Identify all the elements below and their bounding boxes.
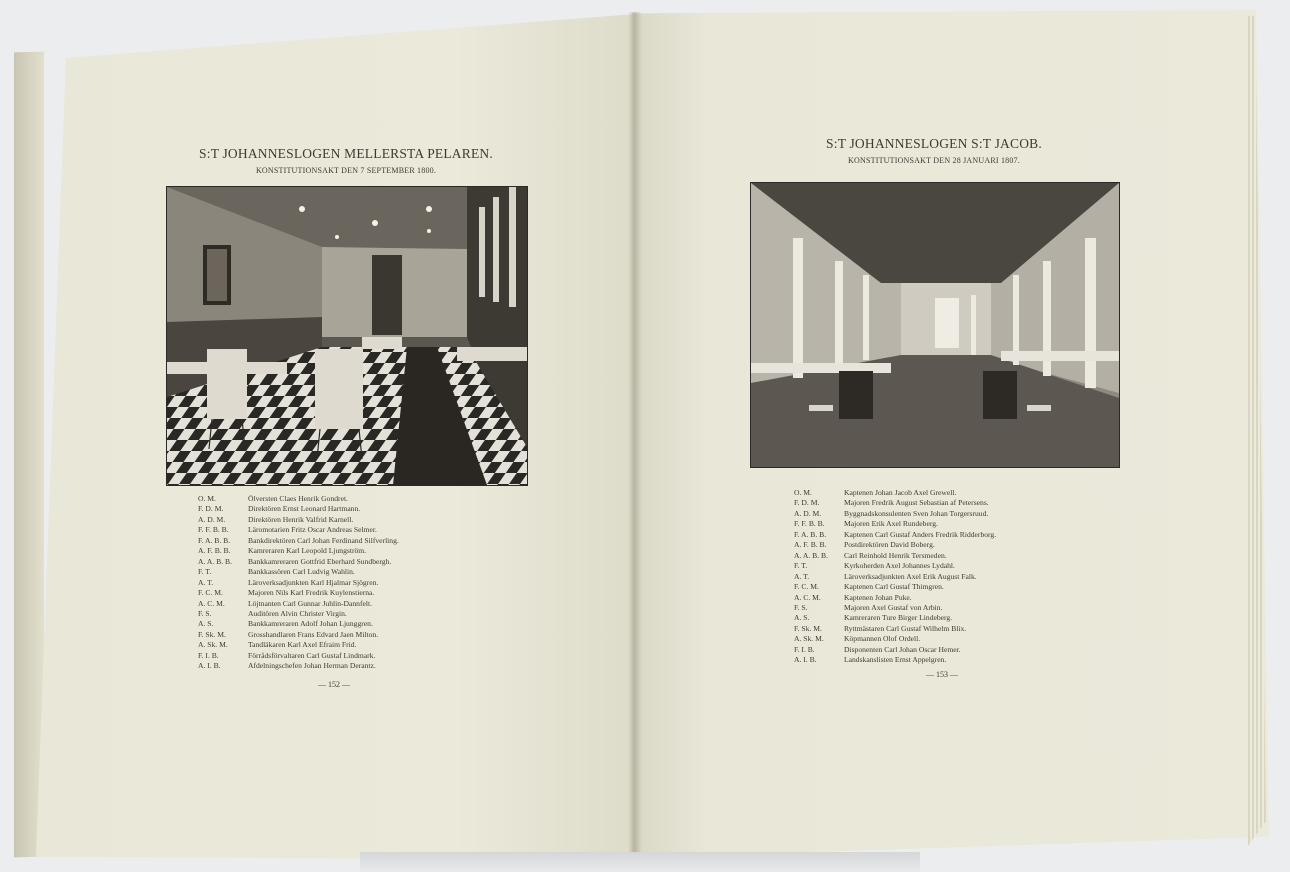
roster-office: F. C. M. bbox=[198, 588, 223, 598]
roster-member: Landskanslisten Ernst Appelgren. bbox=[844, 655, 947, 665]
roster-row bbox=[794, 593, 996, 603]
roster-member: Majoren Fredrik August Sebastian af Petersens. bbox=[844, 498, 989, 508]
roster-office: O. M. bbox=[794, 488, 812, 497]
roster-office: F. S. bbox=[198, 608, 212, 618]
roster-member: Kaptenen Carl Gustaf Thimgren. bbox=[844, 582, 944, 592]
roster-row bbox=[794, 645, 996, 655]
right-page-heading bbox=[774, 136, 1094, 165]
roster-office: F. A. B. B. bbox=[198, 535, 231, 545]
roster-office: F. D. M. bbox=[794, 498, 820, 508]
roster-member: Disponenten Carl Johan Oscar Hemer. bbox=[844, 644, 961, 654]
roster-office: F. T. bbox=[198, 567, 212, 577]
roster-office: A. Sk. M. bbox=[794, 634, 824, 644]
roster-row bbox=[794, 655, 996, 665]
roster-row bbox=[794, 498, 996, 508]
roster-member: Ölversten Claes Henrik Gondret. bbox=[248, 494, 348, 503]
roster-office: O. M. bbox=[198, 494, 216, 503]
roster-office: A. I. B. bbox=[198, 661, 221, 671]
left-page-heading bbox=[186, 146, 506, 175]
roster-office: A. C. M. bbox=[794, 592, 821, 602]
roster-office: A. A. B. B. bbox=[198, 556, 232, 566]
roster-row bbox=[794, 624, 996, 634]
roster-row bbox=[794, 519, 996, 529]
roster-member: Löjtnanten Carl Gunnar Juhlin-Dannfelt. bbox=[248, 598, 372, 608]
roster-office: F. I. B. bbox=[794, 644, 815, 654]
roster-office: F. Sk. M. bbox=[198, 629, 226, 639]
roster-row bbox=[198, 588, 399, 598]
roster-member: Bankdirektören Carl Johan Ferdinand Silfverling. bbox=[248, 535, 399, 545]
roster-member: Carl Reinhold Henrik Tersmeden. bbox=[844, 550, 947, 560]
roster-row bbox=[198, 515, 399, 525]
roster-office: F. A. B. B. bbox=[794, 529, 827, 539]
roster-row bbox=[794, 603, 996, 613]
roster-member: Majoren Axel Gustaf von Arbin. bbox=[844, 602, 943, 612]
roster-row bbox=[198, 494, 399, 504]
roster-member: Läroverksadjunkten Karl Hjalmar Sjögren. bbox=[248, 577, 379, 587]
roster-member: Postdirektören David Boberg. bbox=[844, 540, 935, 550]
roster-member: Byggnadskonsulenten Sven Johan Torgersruud. bbox=[844, 508, 989, 518]
roster-row bbox=[198, 557, 399, 567]
roster-row bbox=[794, 561, 996, 571]
roster-office: F. C. M. bbox=[794, 582, 819, 592]
left-officer-roster bbox=[198, 494, 399, 672]
left-page-number: — 152 — bbox=[318, 680, 350, 689]
roster-member: Kaptenen Johan Jacob Axel Grewell. bbox=[844, 488, 957, 497]
roster-row bbox=[794, 530, 996, 540]
roster-office: F. T. bbox=[794, 561, 808, 571]
roster-office: A. A. B. B. bbox=[794, 550, 828, 560]
left-page-subtitle: KONSTITUTIONSAKT DEN 7 SEPTEMBER 1800. bbox=[255, 166, 437, 175]
roster-row bbox=[794, 582, 996, 592]
roster-office: A. S. bbox=[198, 619, 214, 629]
roster-member: Kamreraren Ture Birger Lindeberg. bbox=[844, 613, 953, 623]
roster-office: F. I. B. bbox=[198, 650, 219, 660]
roster-office: F. Sk. M. bbox=[794, 623, 822, 633]
roster-office: A. D. M. bbox=[198, 514, 226, 524]
roster-member: Afdelningschefen Johan Herman Derantz. bbox=[248, 661, 376, 671]
roster-member: Bankkamreraren Adolf Johan Ljunggren. bbox=[248, 619, 373, 629]
roster-row bbox=[794, 572, 996, 582]
roster-row bbox=[198, 609, 399, 619]
roster-member: Kamreraren Karl Leopold Ljungström. bbox=[248, 546, 367, 556]
roster-row bbox=[198, 599, 399, 609]
roster-office: F. F. B. B. bbox=[198, 525, 229, 535]
roster-row bbox=[198, 578, 399, 588]
roster-row bbox=[794, 540, 996, 550]
right-page-subtitle: KONSTITUTIONSAKT DEN 28 JANUARI 1807. bbox=[848, 156, 1020, 165]
roster-row bbox=[794, 551, 996, 561]
roster-member: Majoren Erik Axel Rundeberg. bbox=[844, 519, 938, 529]
roster-member: Direktören Henrik Valfrid Karnell. bbox=[248, 514, 354, 524]
roster-member: Kaptenen Johan Puke. bbox=[844, 592, 912, 602]
roster-office: A. I. B. bbox=[794, 655, 817, 665]
roster-row bbox=[198, 546, 399, 556]
roster-office: A. F. B. B. bbox=[198, 546, 231, 556]
roster-row bbox=[198, 536, 399, 546]
roster-member: Direktören Ernst Leonard Hartmann. bbox=[248, 504, 361, 514]
roster-member: Bankkamreraren Gottfrid Eberhard Sundbergh. bbox=[248, 556, 392, 566]
roster-member: Köpmannen Olof Ordell. bbox=[844, 634, 921, 644]
roster-member: Läroverksadjunkten Axel Erik August Falk. bbox=[844, 571, 977, 581]
roster-office: A. T. bbox=[198, 577, 214, 587]
right-lodge-hall-photo bbox=[750, 182, 1120, 468]
roster-office: F. D. M. bbox=[198, 504, 224, 514]
roster-member: Förrådsförvaltaren Carl Gustaf Lindmark. bbox=[248, 650, 376, 660]
roster-member: Grosshandlaren Frans Edvard Jaen Milton. bbox=[248, 629, 379, 639]
roster-row bbox=[198, 504, 399, 514]
roster-member: Bankkassören Carl Ludvig Wahlin. bbox=[248, 567, 355, 577]
roster-member: Auditören Alvin Christer Virgin. bbox=[248, 608, 347, 618]
roster-row bbox=[198, 640, 399, 650]
roster-office: A. D. M. bbox=[794, 508, 822, 518]
roster-office: A. F. B. B. bbox=[794, 540, 827, 550]
roster-row bbox=[198, 661, 399, 671]
roster-member: Tandläkaren Karl Axel Efraim Frid. bbox=[248, 640, 357, 650]
roster-member: Majoren Nils Karl Fredrik Kuylenstierna. bbox=[248, 588, 375, 598]
page-edges-left bbox=[14, 52, 44, 858]
roster-row bbox=[198, 651, 399, 661]
roster-office: F. S. bbox=[794, 602, 808, 612]
roster-row bbox=[794, 509, 996, 519]
roster-row bbox=[198, 630, 399, 640]
left-page-title: S:T JOHANNESLOGEN MELLERSTA PELAREN. bbox=[199, 146, 493, 161]
roster-row bbox=[794, 634, 996, 644]
roster-row bbox=[794, 613, 996, 623]
left-lodge-hall-photo bbox=[166, 186, 528, 486]
right-page-number: — 153 — bbox=[926, 670, 958, 679]
roster-office: A. Sk. M. bbox=[198, 640, 228, 650]
right-officer-roster bbox=[794, 488, 996, 666]
roster-row bbox=[198, 525, 399, 535]
roster-member: Ryttmästaren Carl Gustaf Wilhelm Blix. bbox=[844, 623, 967, 633]
right-page-title: S:T JOHANNESLOGEN S:T JACOB. bbox=[826, 136, 1042, 151]
roster-office: A. T. bbox=[794, 571, 810, 581]
roster-row bbox=[198, 619, 399, 629]
roster-member: Läromotarien Fritz Oscar Andreas Selmer. bbox=[248, 525, 377, 535]
roster-office: A. C. M. bbox=[198, 598, 225, 608]
roster-office: F. F. B. B. bbox=[794, 519, 825, 529]
roster-member: Kaptenen Carl Gustaf Anders Fredrik Ridderborg. bbox=[844, 529, 997, 539]
roster-row bbox=[794, 488, 996, 498]
book-gutter bbox=[628, 12, 642, 858]
display-stand bbox=[360, 852, 920, 872]
roster-member: Kyrkoherden Axel Johannes Lydahl. bbox=[844, 561, 955, 571]
roster-row bbox=[198, 567, 399, 577]
roster-office: A. S. bbox=[794, 613, 810, 623]
